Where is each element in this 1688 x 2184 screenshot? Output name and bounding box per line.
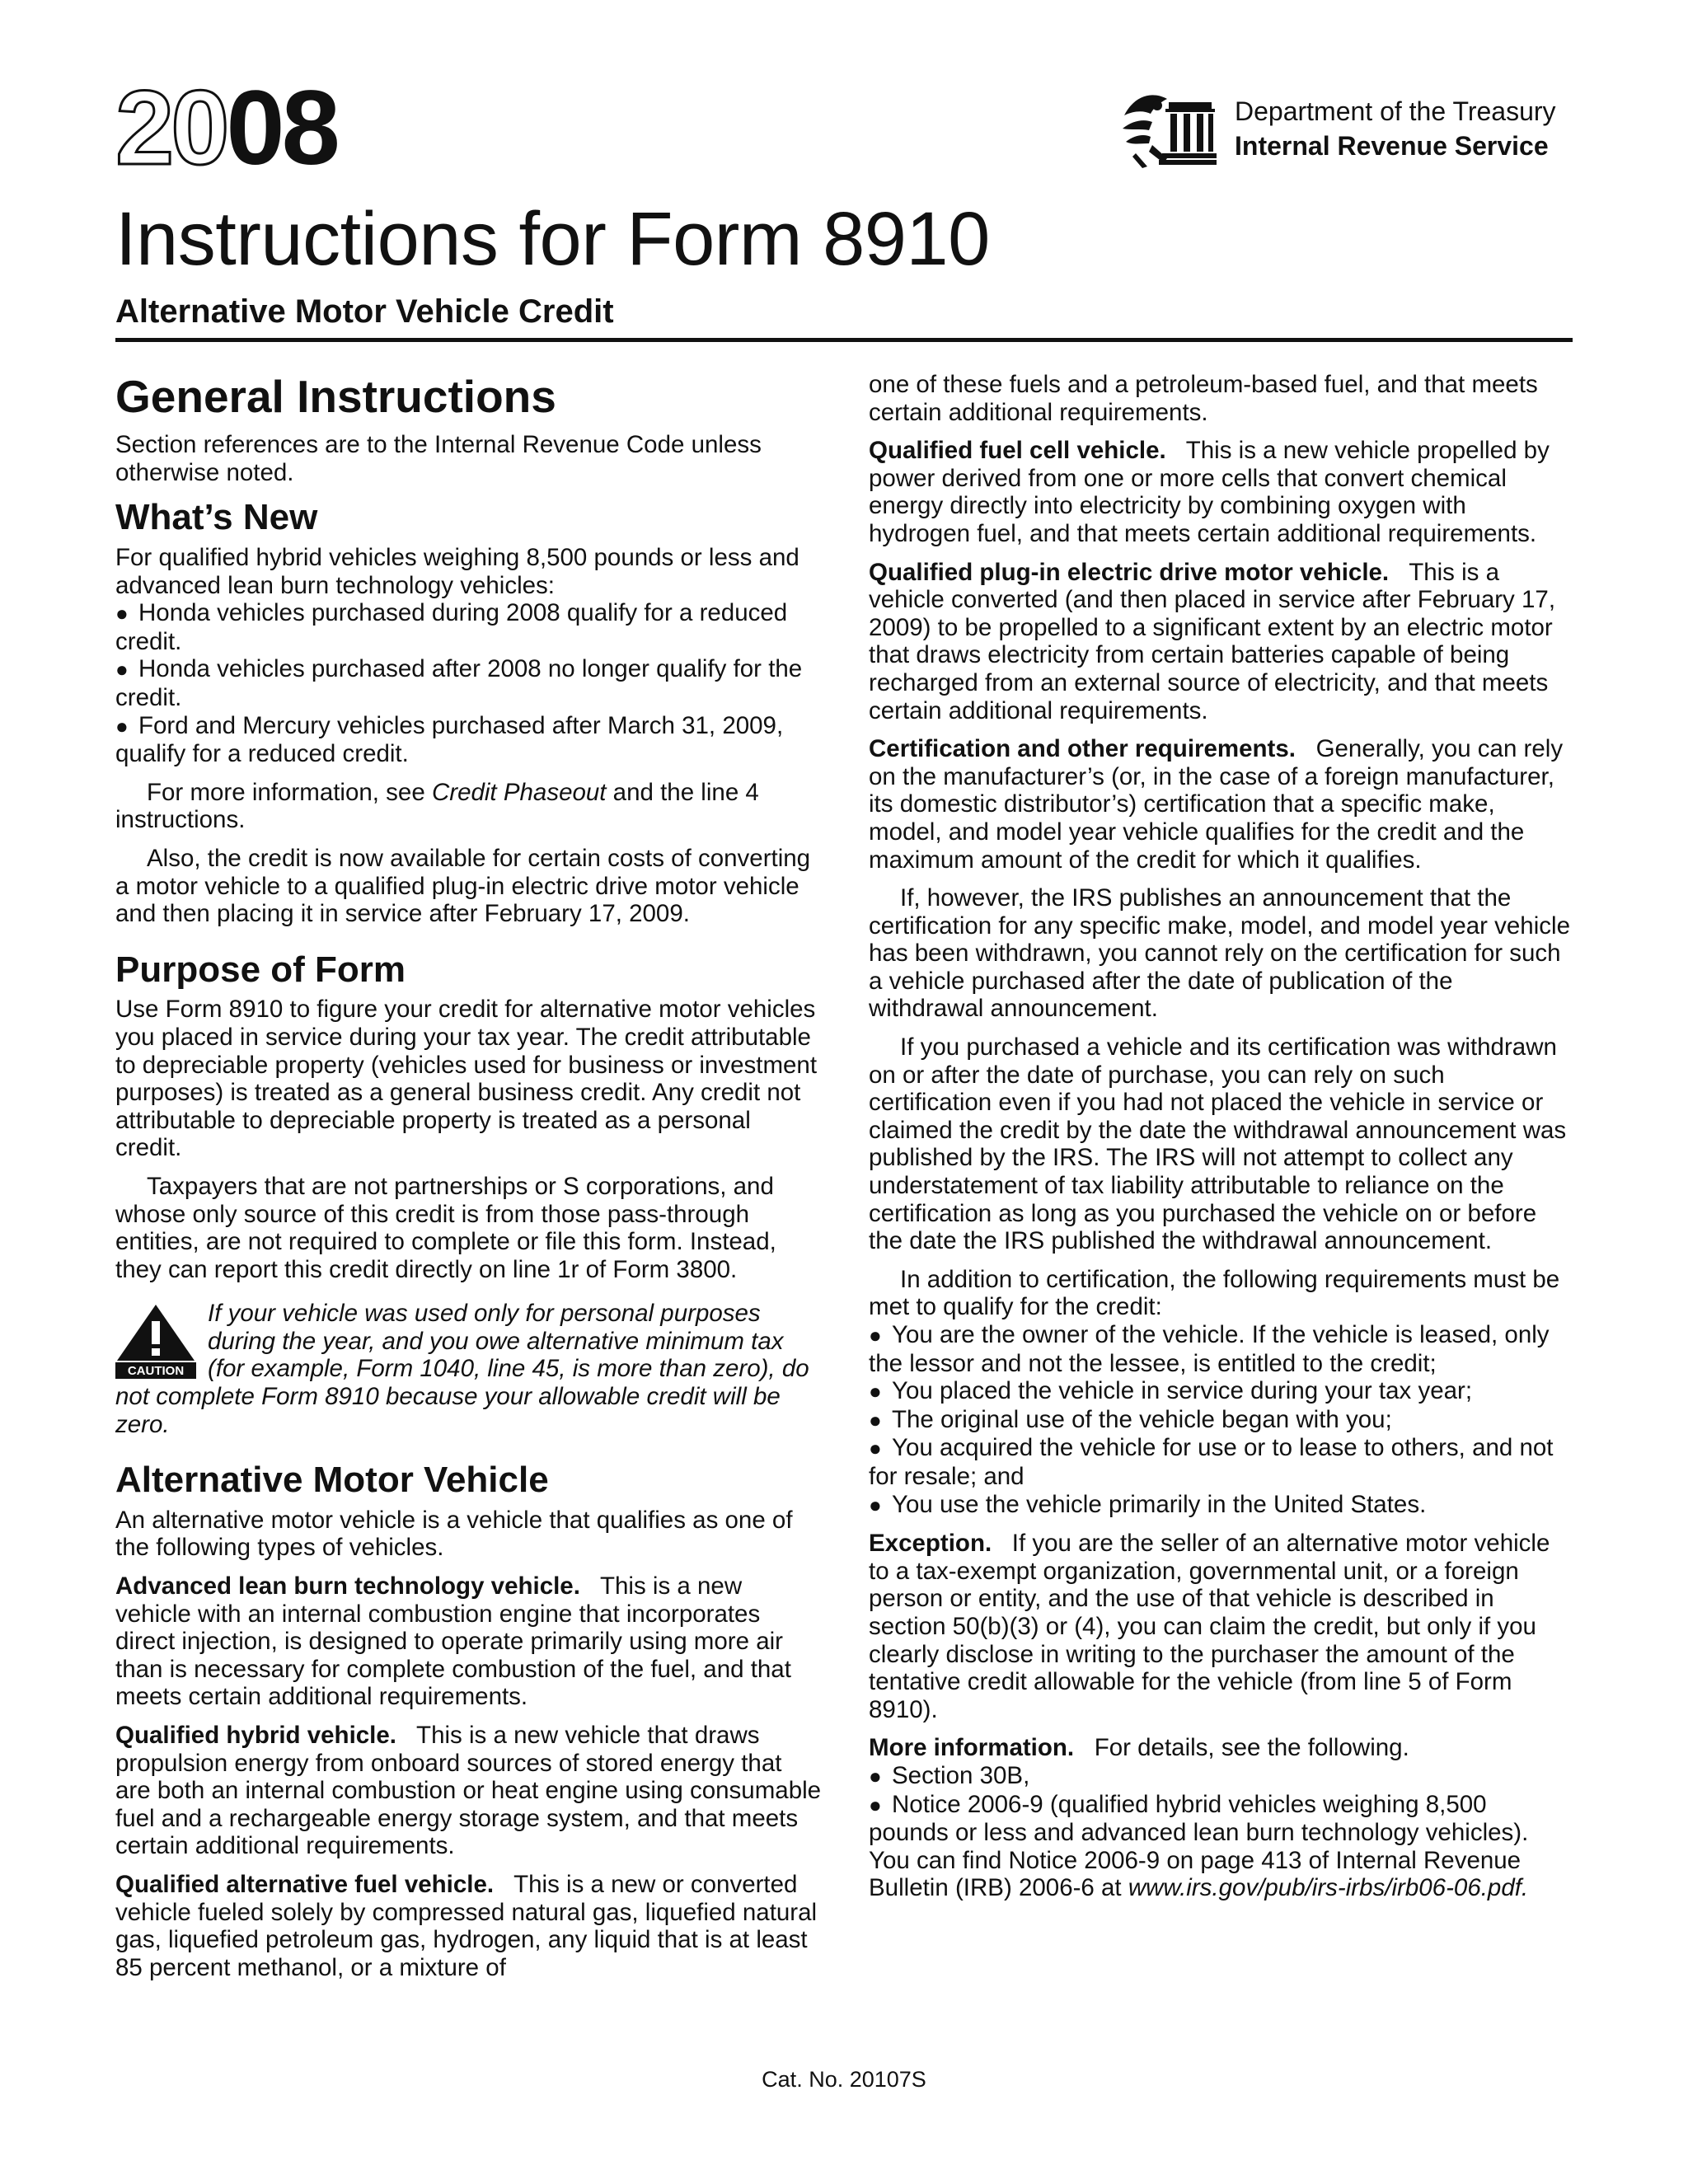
left-column (115, 371, 823, 1992)
hybrid-run-in-heading: Qualified hybrid vehicle. (115, 1722, 396, 1749)
amv-intro: An alternative motor vehicle is a vehicle that qualifies as one of the following types of vehicles. (115, 1506, 793, 1562)
also-paragraph: Also, the credit is now available for certain costs of converting a motor vehicle to a qualified plug-in electric drive motor vehicle and then placing it in service after February 17, 2009. (115, 844, 811, 928)
certification-paragraph-2: If, however, the IRS publishes an announcement that the certification for any specific make, model, and model year vehicle has been withdrawn, you cannot rely on the certification for such a vehicle purchased after the date of publication of the withdrawal announcement. (869, 884, 1570, 1023)
catalog-number: Cat. No. 20107S (762, 2067, 926, 2092)
list-item: ● You acquired the vehicle for use or to lease to others, and not for resale; and (869, 1434, 1554, 1490)
bullet-icon: ● (869, 1492, 882, 1517)
caution-label: CAUTION (127, 1364, 185, 1379)
caution-text: If your vehicle was used only for personal purposes during the year, and you owe alternative minimum tax (for example, Form 1040, line 45, is more than zero), do not complete Form 8910 because your allowable credit will be zero. (115, 1300, 809, 1438)
more-information-list (869, 1762, 1573, 1902)
requirements-list (869, 1321, 1573, 1519)
purpose-paragraph-1: Use Form 8910 to figure your credit for alternative motor vehicles you placed in service during your tax year. The credit attributable to depreciable property (vehicles used for business or investment purposes) is treated as a general business credit. Any credit not attributable to depreciable property is treated as a personal credit. (115, 996, 818, 1162)
list-item: ● You are the owner of the vehicle. If the vehicle is leased, only the lessor and not the lessee, is entitled to the credit; (869, 1321, 1550, 1377)
alternative-motor-vehicle-heading: Alternative Motor Vehicle (115, 1460, 549, 1501)
purpose-paragraph-2: Taxpayers that are not partnerships or S corporations, and whose only source of this credit is from those pass-through entities, are not required to complete or file this form. Instead, they can report this credit directly on line 1r of Form 3800. (115, 1172, 776, 1283)
lean-burn-run-in-heading: Advanced lean burn technology vehicle. (115, 1572, 580, 1601)
more-information-run-in-heading: More information. (869, 1734, 1075, 1762)
fuel-cell-run-in-heading: Qualified fuel cell vehicle. (869, 437, 1166, 465)
bullet-icon: ● (869, 1763, 882, 1788)
bullet-icon: ● (115, 601, 129, 626)
exception-run-in-heading: Exception. (869, 1530, 992, 1558)
bullet-icon: ● (869, 1436, 882, 1461)
whats-new-intro: For qualified hybrid vehicles weighing 8,500 pounds or less and advanced lean burn technology vehicles: (115, 544, 799, 599)
bullet-icon: ● (115, 713, 129, 738)
alt-fuel-paragraph: Qualified alternative fuel vehicle. This is a new or converted vehicle fueled solely by compressed natural gas, liquefied natural gas, liquefied petroleum gas, hydrogen, any liquid that is at least 85 percent methanol, or a mixture of (115, 1870, 818, 1981)
caution-warning-icon (115, 1303, 196, 1379)
caution-box (115, 1300, 823, 1438)
hybrid-paragraph: Qualified hybrid vehicle. This is a new vehicle that draws propulsion energy from onboard sources of stored energy that are both an internal combustion or heat engine using consumable fuel and a rechargeable energy storage system, and that meets certain additional requirements. (115, 1722, 822, 1860)
certification-paragraph: Certification and other requirements. Generally, you can rely on the manufacturer’s (or, in the case of a foreign manufacturer, its domestic distributor’s) certification that a specific make, model, and model year vehicle qualifies for the credit and the maximum amount of the credit for which it qualifies. (869, 735, 1564, 874)
certification-paragraph-3: If you purchased a vehicle and its certification was withdrawn on or after the date of purchase, you can rely on such certification even if you had not placed the vehicle in service or claimed the credit by the date the withdrawal announcement was published by the IRS. The IRS will not attempt to collect any understatement of tax liability attributable to reliance on the certification as long as you purchased the vehicle on or before the date the IRS published the withdrawal announcement. (869, 1033, 1567, 1255)
lean-burn-paragraph: Advanced lean burn technology vehicle. This is a new vehicle with an internal combustion engine that incorporates direct injection, is designed to operate primarily using more air than is necessary for complete combustion of the fuel, and that meets certain additional requirements. (115, 1572, 791, 1711)
irs-eagle-logo-icon (1119, 87, 1217, 170)
list-item: ● You use the vehicle primarily in the United States. (869, 1490, 1427, 1518)
more-info-paragraph: For more information, see Credit Phaseout and the line 4 instructions. (115, 778, 759, 834)
purpose-heading: Purpose of Form (115, 949, 406, 990)
requirements-intro: In addition to certification, the following requirements must be met to qualify for the credit: (869, 1265, 1560, 1321)
agency-department: Department of the Treasury (1235, 96, 1556, 126)
fuel-cell-paragraph: Qualified fuel cell vehicle. This is a new vehicle propelled by power derived from one or more cells that convert chemical energy directly into electricity by combining oxygen with hydrogen fuel, and that meets certain additional requirements. (869, 437, 1550, 547)
bullet-icon: ● (115, 657, 129, 682)
list-item: ● Ford and Mercury vehicles purchased after March 31, 2009, qualify for a reduced credit. (115, 711, 784, 768)
alt-fuel-run-in-heading: Qualified alternative fuel vehicle. (115, 1870, 495, 1898)
credit-phaseout-reference: Credit Phaseout (431, 778, 607, 806)
list-item: ● Honda vehicles purchased after 2008 no longer qualify for the credit. (115, 655, 803, 711)
list-item: ● Section 30B, (869, 1761, 1030, 1789)
year-prefix: 20 (115, 69, 227, 187)
list-item: ● Notice 2006-9 (qualified hybrid vehicles weighing 8,500 pounds or less and advanced lean burn technology vehicles). You can find Notice 2006-9 on page 413 of Internal Revenue Bulletin (IRB) 2006-6 at www.irs.gov/pub/irs-irbs/irb06-06.pdf. (869, 1790, 1529, 1902)
more-information-paragraph: More information. For details, see the following. (869, 1734, 1409, 1762)
header-divider (115, 338, 1573, 342)
plugin-paragraph: Qualified plug-in electric drive motor vehicle. This is a vehicle converted (and then placed in service after February 17, 2009) to be propelled to a significant extent by an electric motor that draws electricity from certain batteries capable of being recharged from an external source of electricity, and that meets certain additional requirements. (869, 558, 1556, 724)
bullet-icon: ● (869, 1407, 882, 1432)
form-year (115, 69, 337, 187)
alt-fuel-continued: one of these fuels and a petroleum-based fuel, and that meets certain additional requirements. (869, 371, 1538, 426)
irb-url-link[interactable]: www.irs.gov/pub/irs-irbs/irb06-06.pdf. (1128, 1874, 1529, 1902)
general-instructions-heading: General Instructions (115, 371, 556, 422)
whats-new-heading: What’s New (115, 497, 318, 538)
agency-service: Internal Revenue Service (1235, 131, 1549, 161)
document-subtitle: Alternative Motor Vehicle Credit (115, 293, 614, 330)
list-item: ● Honda vehicles purchased during 2008 qualify for a reduced credit. (115, 599, 788, 655)
bullet-icon: ● (869, 1379, 882, 1404)
exception-paragraph: Exception. If you are the seller of an alternative motor vehicle to a tax-exempt organization, governmental unit, or a foreign person or entity, and the use of that vehicle is described in section 50(b)(3) or (4), you can claim the credit, but only if you clearly disclose in writing to the purchaser the amount of the tentative credit allowable for the vehicle (from line 5 of Form 8910). (869, 1530, 1550, 1723)
list-item: ● You placed the vehicle in service during your tax year; (869, 1377, 1473, 1405)
right-column (869, 371, 1573, 1913)
year-suffix: 08 (226, 69, 337, 187)
general-intro: Section references are to the Internal Revenue Code unless otherwise noted. (115, 431, 762, 486)
agency-block (1119, 87, 1556, 170)
bullet-icon: ● (869, 1792, 882, 1817)
plugin-run-in-heading: Qualified plug-in electric drive motor vehicle. (869, 558, 1390, 586)
list-item: ● The original use of the vehicle began with you; (869, 1405, 1392, 1433)
document-title: Instructions for Form 8910 (115, 197, 990, 281)
whats-new-list (115, 599, 823, 768)
bullet-icon: ● (869, 1323, 882, 1347)
certification-run-in-heading: Certification and other requirements. (869, 735, 1296, 763)
